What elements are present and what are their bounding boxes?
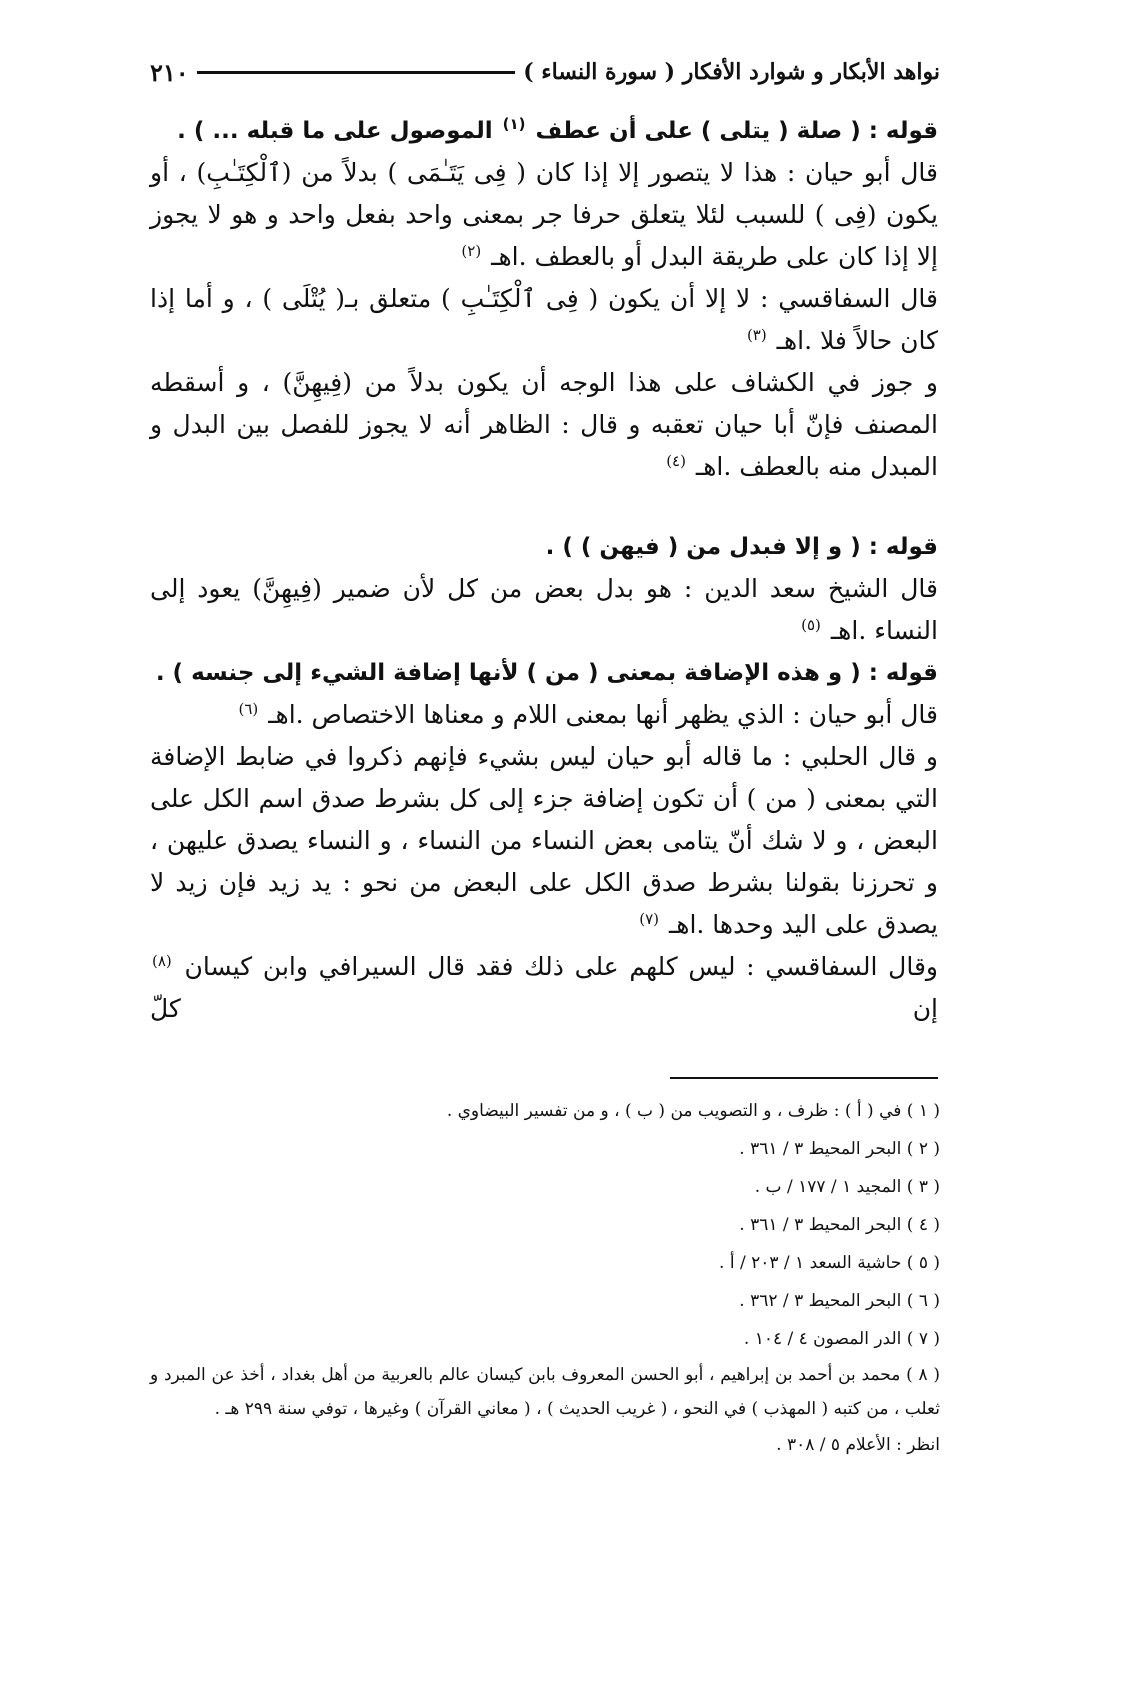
commentary-heading [150, 110, 938, 152]
footnote-ref: (٣) [746, 325, 767, 344]
paragraph [150, 694, 938, 736]
paragraph [150, 152, 938, 278]
paragraph [150, 278, 938, 362]
heading-text: قوله : ( صلة ( يتلى ) على أن عطف [535, 118, 938, 144]
paragraph-text: قال الشيخ سعد الدين : هو بدل بعض من كل لأن ضمير (فِيهِنَّ) يعود إلى النساء .اهـ [150, 574, 938, 645]
footnote-ref: (٨) [152, 951, 172, 970]
heading-text-end: الموصول على ما قبله ... ) . [177, 118, 493, 144]
footnote-item: ( ٣ ) المجيد ١ / ١٧٧ / ب . [754, 1177, 940, 1197]
footnote-item: ( ٥ ) حاشية السعد ١ / ٢٠٣ / أ . [719, 1253, 940, 1273]
footnote-item: ( ٢ ) البحر المحيط ٣ / ٣٦١ . [739, 1139, 940, 1159]
footnote-ref: (٢) [461, 241, 482, 260]
footnote-ref: (١) [502, 115, 526, 134]
paragraph-text-end: إن كلّ [150, 994, 938, 1023]
page-number: ٢١٠ [150, 57, 189, 87]
footnote-item: انظر : الأعلام ٥ / ٣٠٨ . [776, 1435, 940, 1455]
commentary-heading: قوله : ( و هذه الإضافة بمعنى ( من ) لأنها إضافة الشيء إلى جنسه ) . [155, 660, 938, 686]
footnote-item: ( ٧ ) الدر المصون ٤ / ١٠٤ . [743, 1329, 940, 1349]
paragraph [150, 736, 938, 946]
footnote-item: ( ١ ) في ( أ ) : ظرف ، و التصويب من ( ب ) ، و من تفسير البيضاوي . [446, 1101, 940, 1121]
footnotes [150, 1092, 940, 1464]
footnote-ref: (٦) [238, 699, 259, 718]
paragraph-text: وقال السفاقسي : ليس كلهم على ذلك فقد قال السيرافي وابن كيسان [184, 952, 938, 981]
main-text [150, 110, 938, 1030]
paragraph [150, 362, 938, 488]
footnote-item: ( ٨ ) محمد بن أحمد بن إبراهيم ، أبو الحسن المعروف بابن كيسان عالم بالعربية من أهل بغداد ، أخذ عن المبرد و ثعلب ، من كتبه ( المهذب ) في النحو ، ( غريب الحديث ) ، ( معاني القرآن ) وغيرها ، توفي سنة ٢٩٩ هـ . [150, 1365, 940, 1419]
footnote-separator [670, 1077, 938, 1079]
paragraph [150, 946, 938, 1030]
paragraph-text: قال السفاقسي : لا إلا أن يكون ( فِى ٱلْكِتَـٰبِ ) متعلق بـ( يُتْلَى ) ، و أما إذا كان حالاً فلا .اهـ [150, 284, 938, 355]
paragraph [150, 568, 938, 652]
paragraph-text: قال أبو حيان : الذي يظهر أنها بمعنى اللام و معناها الاختصاص .اهـ [268, 700, 938, 729]
footnote-item: ( ٤ ) البحر المحيط ٣ / ٣٦١ . [739, 1215, 940, 1235]
header-title: نواهد الأبكار و شوارد الأفكار ( سورة النساء ) [523, 59, 940, 85]
footnote-ref: (٥) [801, 615, 821, 634]
commentary-heading: قوله : ( و إلا فبدل من ( فيهن ) ) . [545, 534, 938, 560]
footnote-ref: (٤) [666, 451, 686, 470]
header-rule [197, 71, 516, 74]
footnote-ref: (٧) [639, 909, 659, 928]
running-header [150, 52, 940, 92]
paragraph-text: و قال الحلبي : ما قاله أبو حيان ليس بشيء فإنهم ذكروا في ضابط الإضافة التي بمعنى ( من ) أن تكون إضافة جزء إلى كل بشرط صدق اسم الكل على البعض ، و لا شك أنّ يتامى بعض النساء من النساء ، و النساء يصدق عليهن ، و تحرزنا بقولنا بشرط صدق الكل على البعض من نحو : يد زيد فإن زيد لا يصدق على اليد وحدها .اهـ [150, 742, 938, 939]
paragraph-text: و جوز في الكشاف على هذا الوجه أن يكون بدلاً من (فِيهِنَّ) ، و أسقطه المصنف فإنّ أبا حيان تعقبه و قال : الظاهر أنه لا يجوز للفصل بين البدل و المبدل منه بالعطف .اهـ [150, 368, 938, 481]
paragraph-text: قال أبو حيان : هذا لا يتصور إلا إذا كان ( فِى يَتَـٰمَى ) بدلاً من (ٱلْكِتَـٰبِ) ، أو يكون (فِى ) للسبب لئلا يتعلق حرفا جر بمعنى واحد بفعل واحد و هو لا يجوز إلا إذا كان على طريقة البدل أو بالعطف .اهـ [150, 158, 938, 271]
footnote-item: ( ٦ ) البحر المحيط ٣ / ٣٦٢ . [739, 1291, 940, 1311]
